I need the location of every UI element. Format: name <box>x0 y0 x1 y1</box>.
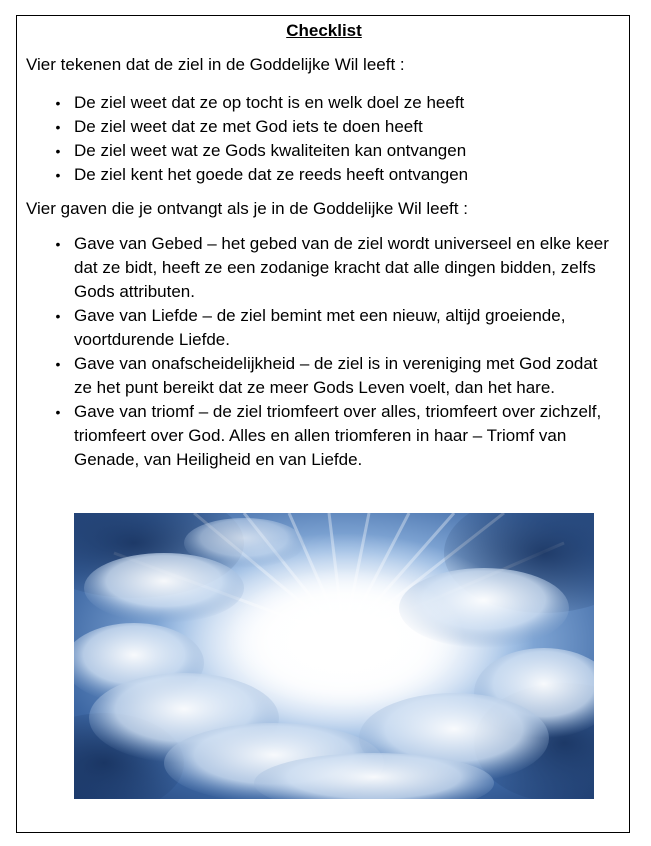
bullet-icon: • <box>55 308 61 324</box>
list-item-text: De ziel weet dat ze op tocht is en welk doel ze heeft <box>74 93 465 112</box>
heavenly-light-image <box>74 513 594 799</box>
signs-list <box>17 91 617 187</box>
list-item <box>17 352 617 400</box>
list-item <box>17 304 617 352</box>
list-item-text: Gave van Liefde – de ziel bemint met een nieuw, altijd groeiende, voortdurende Liefde. <box>74 306 566 349</box>
bullet-icon: • <box>55 356 61 372</box>
list-item-text: De ziel kent het goede dat ze reeds heeft ontvangen <box>74 165 469 184</box>
checklist-frame <box>16 15 630 833</box>
list-item-text: De ziel weet dat ze met God iets te doen heeft <box>74 117 423 136</box>
list-item <box>17 139 617 163</box>
list-item-text: Gave van Gebed – het gebed van de ziel wordt universeel en elke keer dat ze bidt, heeft ze een zodanige kracht dat alle dingen bidden, zelfs Gods attributen. <box>74 234 609 301</box>
gifts-intro: Vier gaven die je ontvangt als je in de Goddelijke Wil leeft : <box>26 199 468 218</box>
bullet-icon: • <box>55 404 61 420</box>
bullet-icon: • <box>55 143 61 159</box>
signs-intro: Vier tekenen dat de ziel in de Goddelijke Wil leeft : <box>26 55 405 74</box>
page-title: Checklist <box>286 21 362 40</box>
list-item-text: Gave van triomf – de ziel triomfeert over alles, triomfeert over zichzelf, triomfeert over God. Alles en allen triomferen in haar – Triomf van Genade, van Heiligheid en van Liefde. <box>74 402 602 469</box>
list-item-text: De ziel weet wat ze Gods kwaliteiten kan ontvangen <box>74 141 467 160</box>
bullet-icon: • <box>55 236 61 252</box>
bullet-icon: • <box>55 167 61 183</box>
list-item <box>17 163 617 187</box>
gifts-list <box>17 232 617 472</box>
list-item <box>17 115 617 139</box>
list-item <box>17 400 617 472</box>
list-item <box>17 232 617 304</box>
list-item-text: Gave van onafscheidelijkheid – de ziel is in vereniging met God zodat ze het punt bereikt dat ze meer Gods Leven voelt, dan het hare. <box>74 354 598 397</box>
bullet-icon: • <box>55 95 61 111</box>
bullet-icon: • <box>55 119 61 135</box>
list-item <box>17 91 617 115</box>
